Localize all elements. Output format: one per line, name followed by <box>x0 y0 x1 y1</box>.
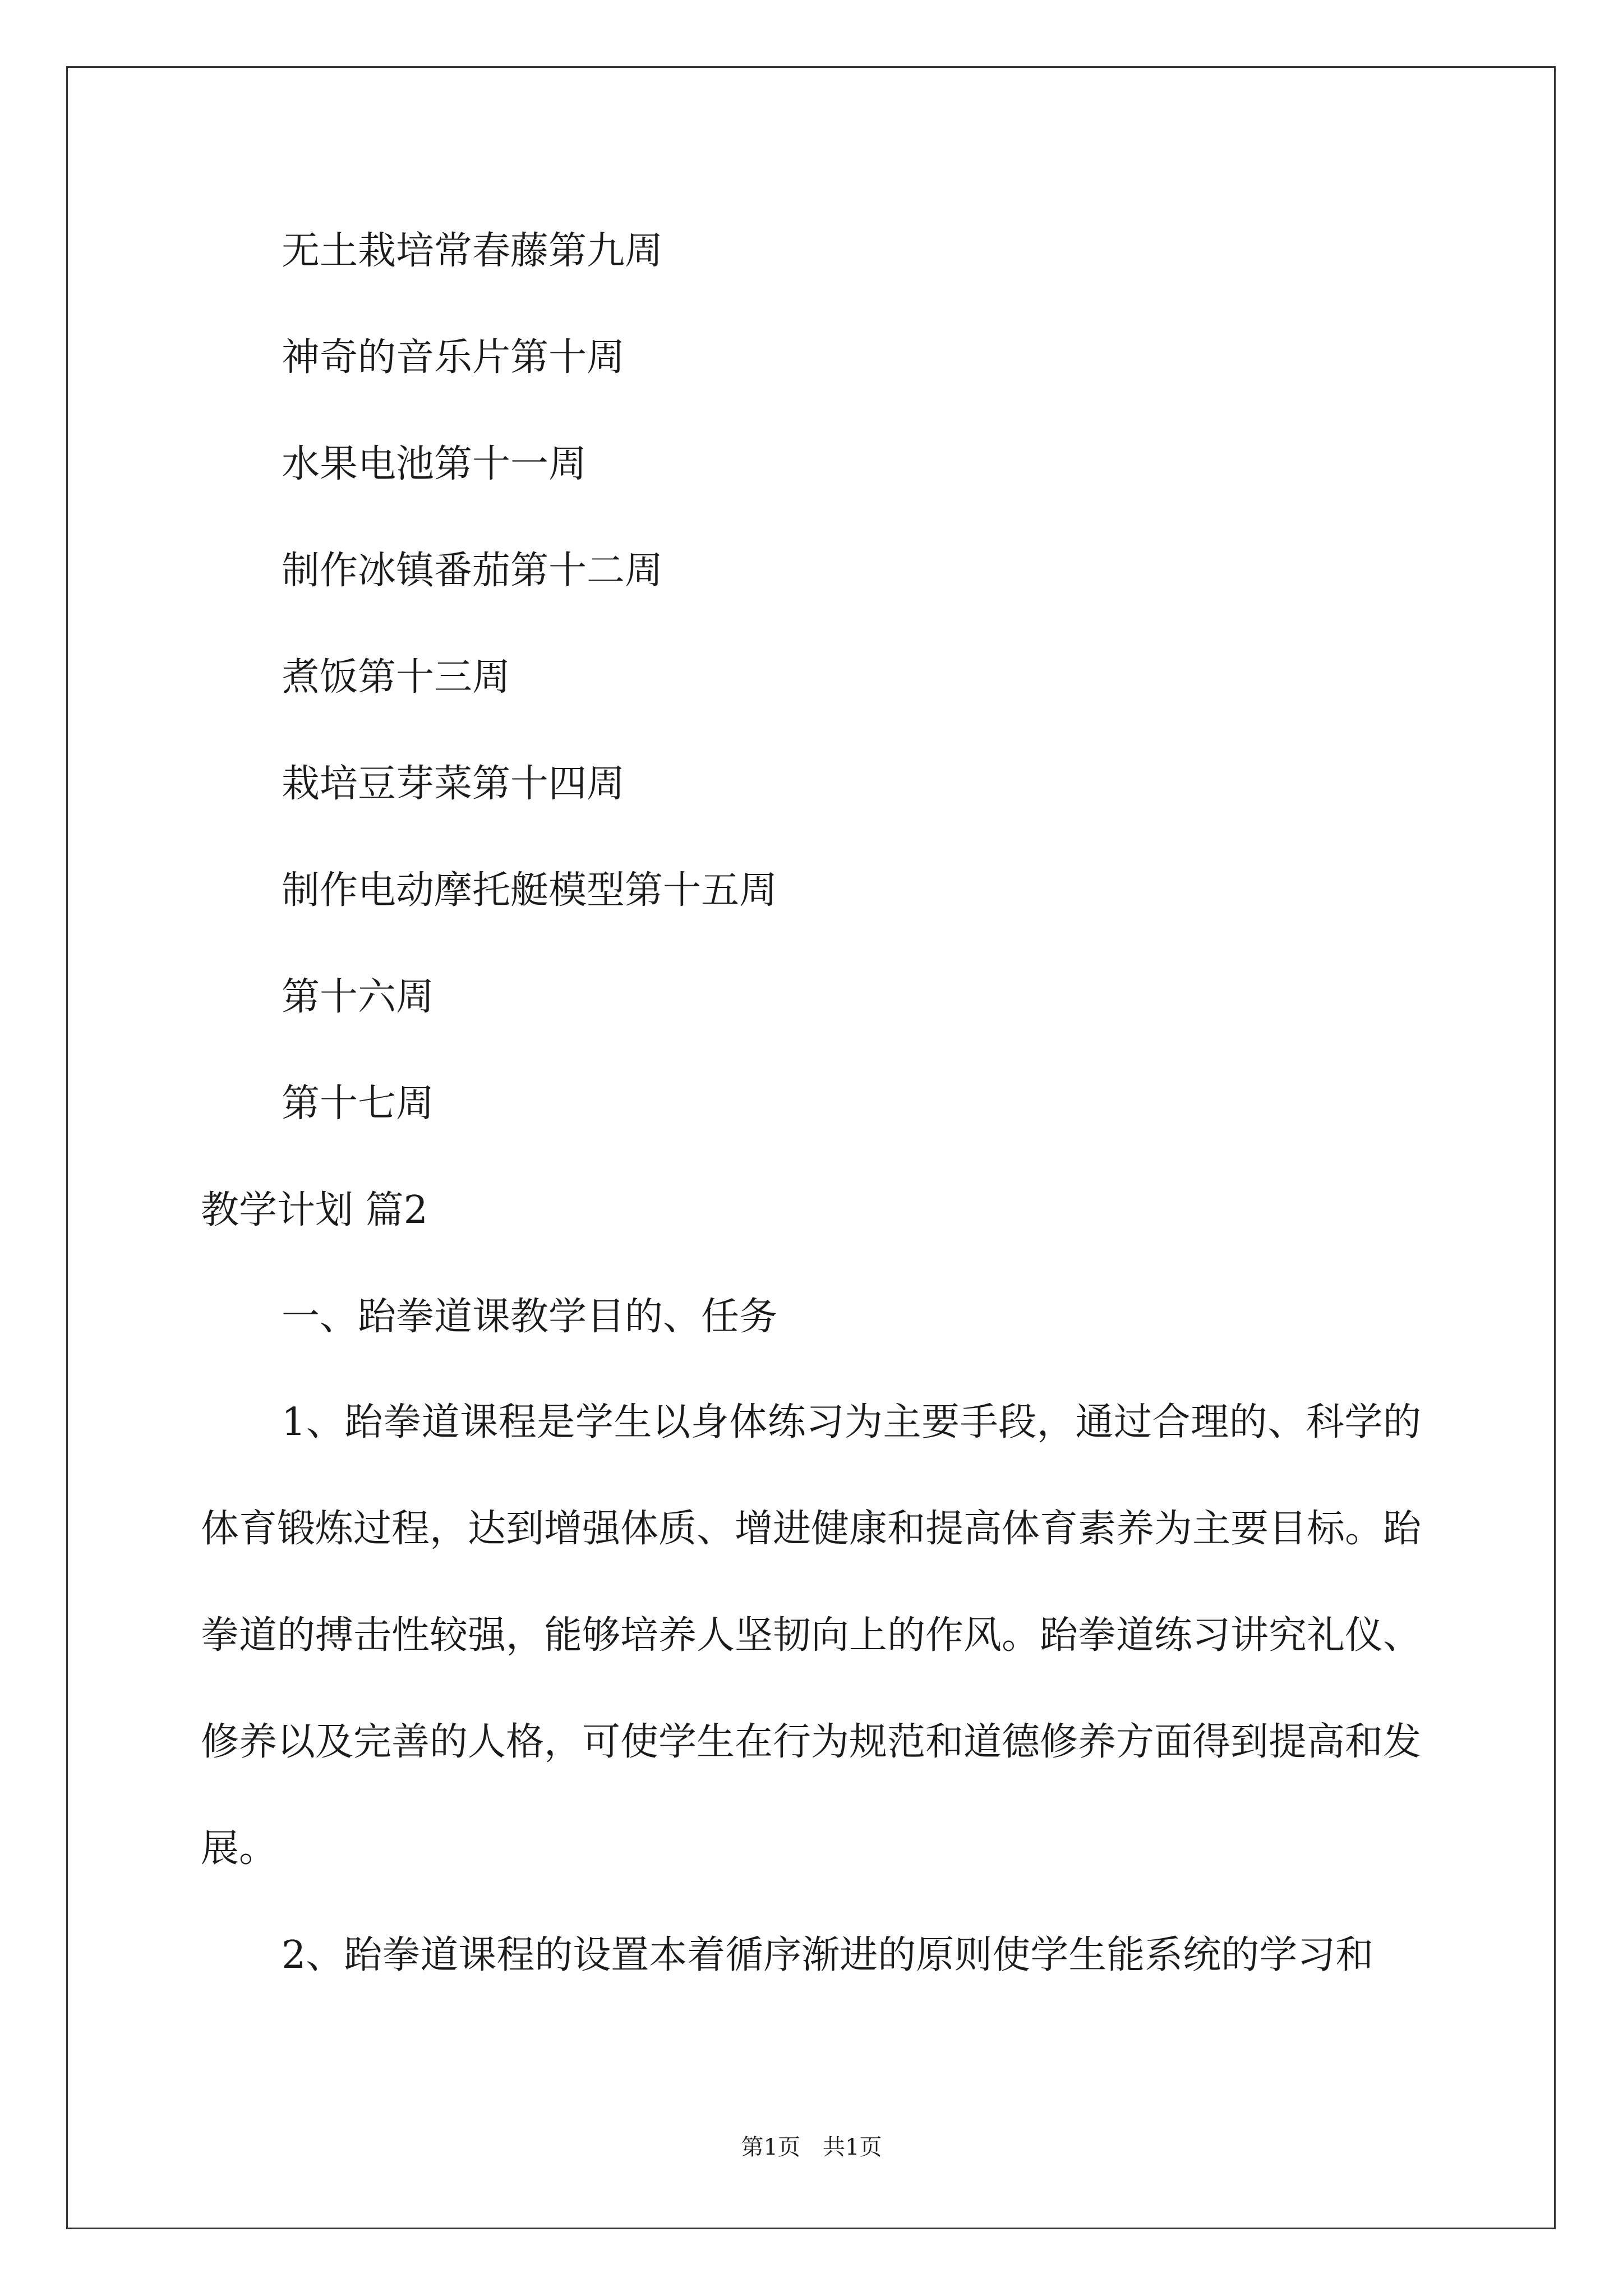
section-heading: 教学计划 篇2 <box>201 1188 428 1232</box>
list-item: 制作电动摩托艇模型第十五周 <box>282 868 778 913</box>
list-item: 无土栽培常春藤第九周 <box>282 229 663 273</box>
paragraph: 1、跆拳道课程是学生以身体练习为主要手段，通过合理的、科学的体育锻炼过程，达到增强体质、增进健康和提高体育素养为主要目标。跆拳道的搏击性较强，能够培养人坚韧向上的作风。跆拳道练习讲究礼仪、修养以及完善的人格，可使学生在行为规范和道德修养方面得到提高和发展。 <box>201 1400 1422 1871</box>
page-footer: 第1页 共1页 <box>741 2134 882 2160</box>
list-item: 煮饭第十三周 <box>282 655 511 700</box>
list-item: 水果电池第十一周 <box>282 442 587 486</box>
list-item: 第十六周 <box>282 975 435 1019</box>
list-item: 第十七周 <box>282 1082 435 1126</box>
list-item: 制作冰镇番茄第十二周 <box>282 549 663 593</box>
paragraph: 2、跆拳道课程的设置本着循序渐进的原则使学生能系统的学习和 <box>282 1933 1374 1977</box>
section-subheading: 一、跆拳道课教学目的、任务 <box>282 1295 778 1339</box>
list-item: 神奇的音乐片第十周 <box>282 335 625 380</box>
list-item: 栽培豆芽菜第十四周 <box>282 762 625 806</box>
